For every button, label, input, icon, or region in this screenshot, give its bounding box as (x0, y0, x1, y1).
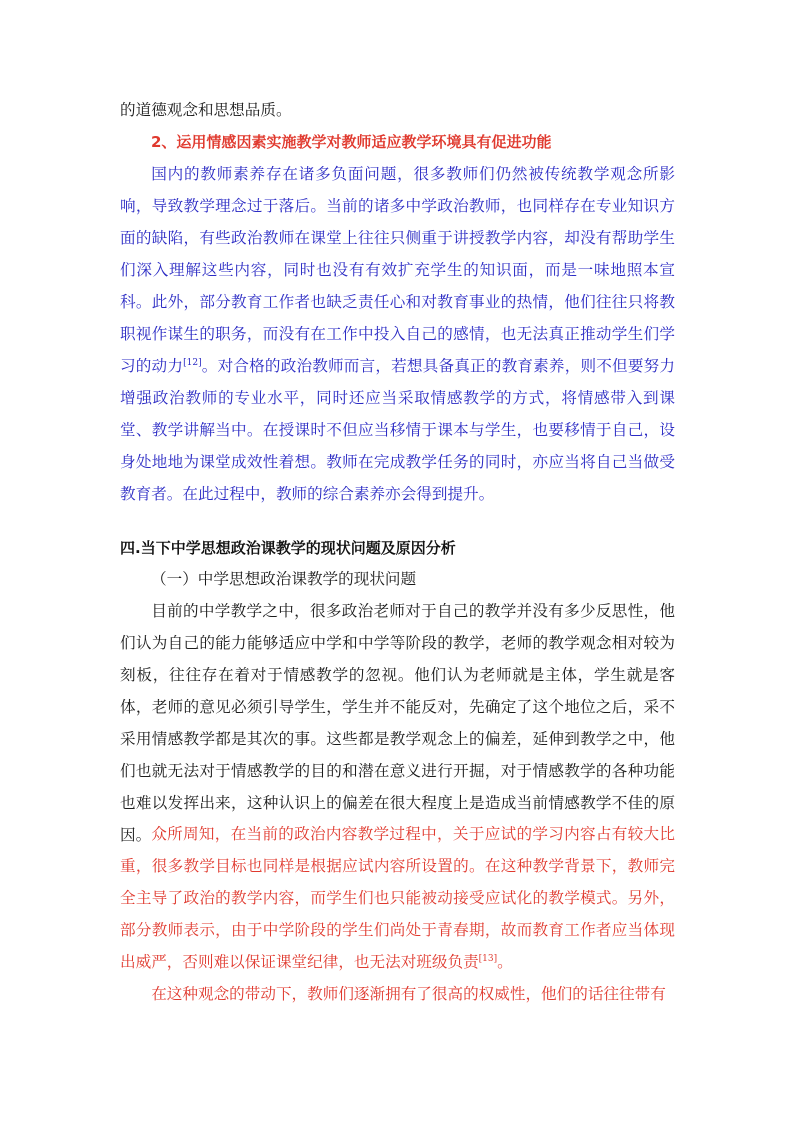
section-4-heading: 四.当下中学思想政治课教学的现状问题及原因分析 (120, 539, 456, 557)
section-2-text-before-ref: 国内的教师素养存在诸多负面问题，很多教师们仍然被传统教学观念所影响，导致教学理念过于落后。当前的诸多中学政治教师，也同样存在专业知识方面的缺陷，有些政治教师在课堂上往往只侧重于讲授教学内容，却没有帮助学生们深入理解这些内容，同时也没有有效扩充学生的知识面，而是一味地照本宣科。此外，部分教育工作者也缺乏责任心和对教育事业的热情，他们往往只将教职视作谋生的职务，而没有在工作中投入自己的感情，也无法真正推动学生们学习的动力 (120, 165, 675, 375)
section-4-paragraph-3: 在这种观念的带动下，教师们逐渐拥有了很高的权威性，他们的话往往带有 (151, 985, 666, 1003)
citation-ref-13: [13] (478, 953, 498, 964)
section-4-subheading: （一）中学思想政治课教学的现状问题 (151, 570, 417, 588)
section-4-para-2-text-before-ref: 众所周知，在当前的政治内容教学过程中，关于应试的学习内容占有较大比重，很多教学目标也同样是根据应试内容所设置的。在这种教学背景下，教师完全主导了政治的教学内容，而学生们也只能被动接受应试化的教学模式。另外，部分教师表示，由于中学阶段的学生们尚处于青春期，故而教育工作者应当体现出威严，否则难以保证课堂纪律，也无法对班级负责 (120, 825, 675, 971)
top-fragment-paragraph: 的道德观念和思想品质。 (120, 101, 292, 119)
section-4-paragraph-2 (120, 818, 675, 978)
section-4-para-2-text-after-ref: 。 (497, 953, 513, 971)
citation-ref-12: [12] (183, 357, 202, 368)
section-4-paragraph-1: 目前的中学教学之中，很多政治老师对于自己的教学并没有多少反思性，他们认为自己的能力能够适应中学和中学等阶段的教学，老师的教学观念相对较为刻板，往往存在着对于情感教学的忽视。他们认为老师就是主体，学生就是客体，老师的意见必须引导学生，学生并不能反对，先确定了这个地位之后，采不采用情感教学都是其次的事。这些都是教学观念上的偏差，延伸到教学之中，他们也就无法对于情感教学的目的和潜在意义进行开掘，对于情感教学的各种功能也难以发挥出来，这种认识上的偏差在很大程度上是造成当前情感教学不佳的原因。 (120, 602, 675, 844)
section-2-text-after-ref: 。对合格的政治教师而言，若想具备真正的教育素养，则不但要努力增强政治教师的专业水平，同时还应当采取情感教学的方式，将情感带入到课堂、教学讲解当中。在授课时不但应当移情于课本与学生，也要移情于自己，设身处地地为课堂成效性着想。教师在完成教学任务的同时，亦应当将自己当做受教育者。在此过程中，教师的综合素养亦会得到提升。 (120, 357, 675, 503)
section-2-heading: 2、运用情感因素实施教学对教师适应教学环境具有促进功能 (151, 133, 552, 151)
section-2-paragraph (120, 158, 675, 510)
